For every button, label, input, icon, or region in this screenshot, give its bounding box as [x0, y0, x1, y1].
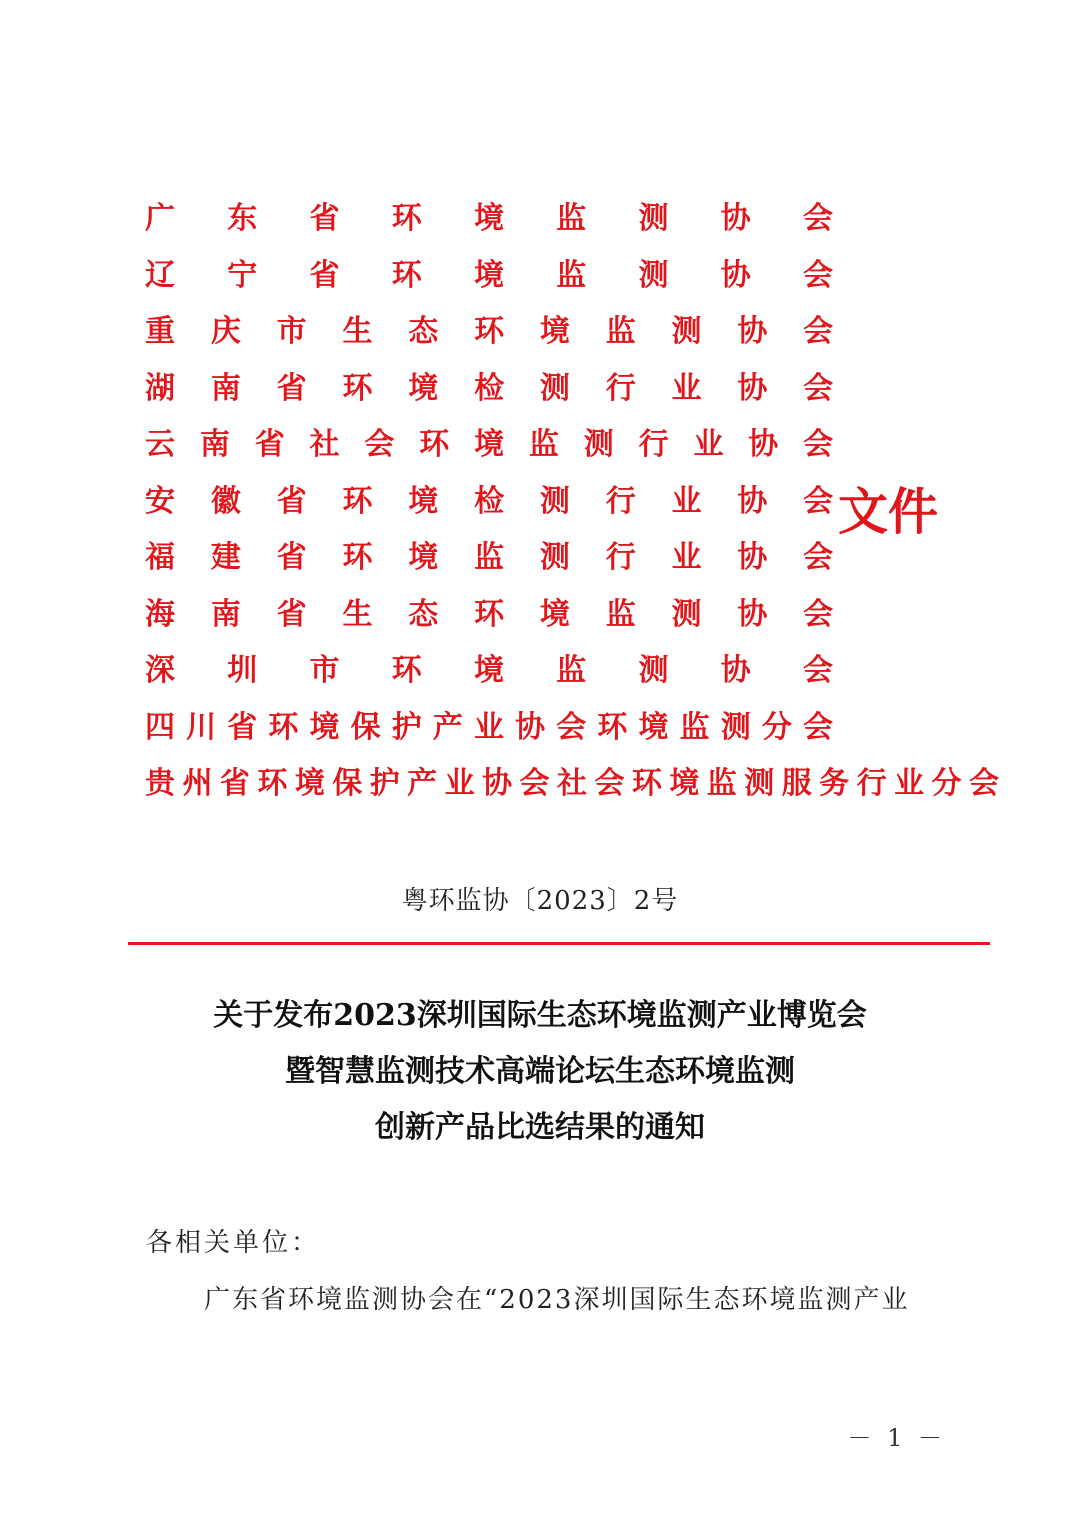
issuer-name: 深 圳 市 环 境 监 测 协 会 — [145, 653, 833, 688]
issuer-name: 云 南 省 社 会 环 境 监 测 行 业 协 会 — [145, 427, 834, 462]
issuer-name: 四 川 省 环 境 保 护 产 业 协 会 环 境 监 测 分 会 — [145, 709, 833, 745]
title-line: 关于发布2023深圳国际生态环境监测产业博览会 — [213, 998, 867, 1033]
salutation: 各相关单位： — [146, 1228, 321, 1258]
document-number: 粤环监协〔2023〕2号 — [401, 886, 679, 916]
red-divider-line — [128, 942, 990, 945]
issuer-name: 安 徽 省 环 境 检 测 行 业 协 会 — [145, 483, 834, 519]
issuer-name: 广 东 省 环 境 监 测 协 会 — [145, 201, 833, 236]
issuer-name: 海 南 省 生 态 环 境 监 测 协 会 — [145, 596, 834, 632]
body-paragraph: 广东省环境监测协会在“2023深圳国际生态环境监测产业 — [204, 1285, 910, 1315]
document-title — [0, 988, 1080, 1156]
issuer-name: 贵 州 省 环 境 保 护 产 业 协 会 社 会 环 境 监 测 服 务 行 业 分 会 — [145, 766, 998, 801]
page-number: － 1 － — [847, 1424, 946, 1452]
issuer-name: 辽 宁 省 环 境 监 测 协 会 — [145, 257, 833, 293]
title-line: 暨智慧监测技术高端论坛生态环境监测 — [285, 1054, 795, 1089]
title-line: 创新产品比选结果的通知 — [375, 1110, 705, 1145]
document-type-suffix: 文件 — [838, 483, 938, 541]
issuer-name: 重 庆 市 生 态 环 境 监 测 协 会 — [145, 314, 834, 349]
issuer-name: 湖 南 省 环 境 检 测 行 业 协 会 — [145, 370, 834, 406]
issuer-name: 福 建 省 环 境 监 测 行 业 协 会 — [145, 540, 834, 575]
